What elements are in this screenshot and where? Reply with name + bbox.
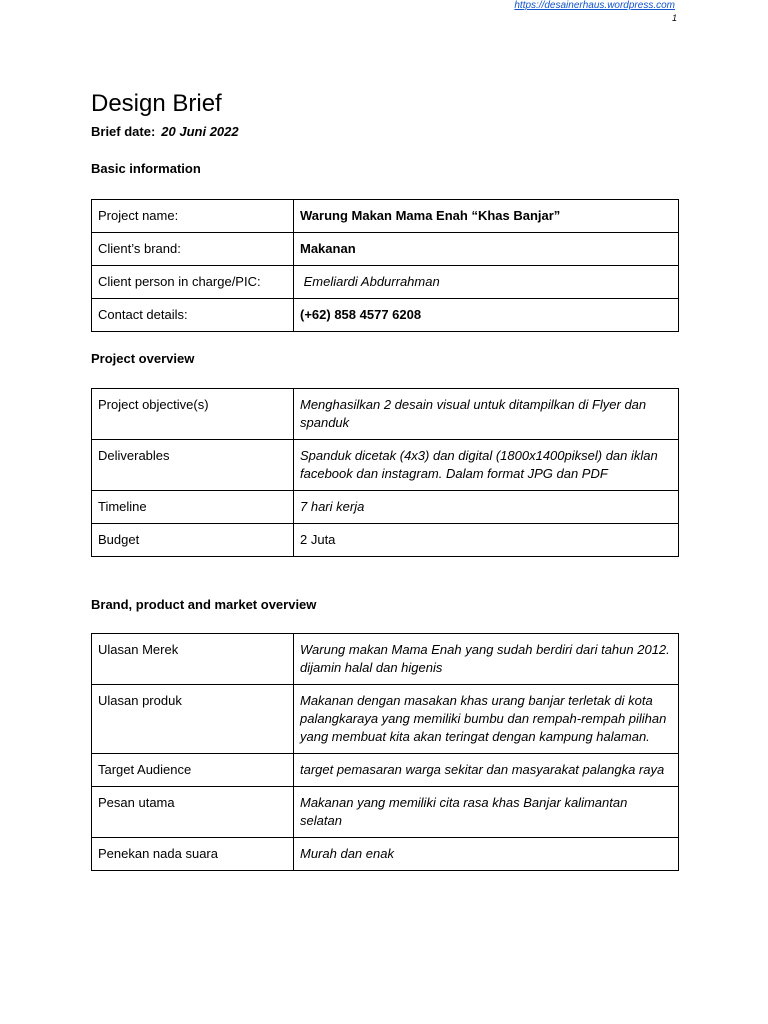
- table-cell-label: Penekan nada suara: [92, 838, 294, 871]
- basic-information-heading: Basic information: [91, 161, 201, 176]
- table-cell-label: Client’s brand:: [92, 233, 294, 266]
- table-cell-value: Makanan: [294, 233, 679, 266]
- table-cell-value: Makanan yang memiliki cita rasa khas Banjar kalimantan selatan: [294, 787, 679, 838]
- table-cell-label: Target Audience: [92, 754, 294, 787]
- table-cell-value: Menghasilkan 2 desain visual untuk ditampilkan di Flyer dan spanduk: [294, 389, 679, 440]
- brief-date: [91, 124, 239, 139]
- table-row: [92, 787, 679, 838]
- table-cell-value: (+62) 858 4577 6208: [294, 299, 679, 332]
- table-row: [92, 200, 679, 233]
- table-row: [92, 524, 679, 557]
- table-cell-label: Project objective(s): [92, 389, 294, 440]
- table-cell-value: Makanan dengan masakan khas urang banjar terletak di kota palangkaraya yang memiliki bumbu dan rempah-rempah pilihan yang membuat kita akan teringat dengan kampung halaman.: [294, 685, 679, 754]
- table-row: [92, 299, 679, 332]
- table-row: [92, 754, 679, 787]
- basic-information-table: [91, 199, 679, 332]
- table-cell-value: target pemasaran warga sekitar dan masyarakat palangka raya: [294, 754, 679, 787]
- table-row: [92, 685, 679, 754]
- brand-overview-table: [91, 633, 679, 871]
- table-cell-value: Spanduk dicetak (4x3) dan digital (1800x1400piksel) dan iklan facebook dan instagram. Dalam format JPG dan PDF: [294, 440, 679, 491]
- table-cell-value: 7 hari kerja: [294, 491, 679, 524]
- table-cell-label: Contact details:: [92, 299, 294, 332]
- project-overview-heading: Project overview: [91, 351, 195, 366]
- table-row: [92, 491, 679, 524]
- table-row: [92, 389, 679, 440]
- brief-date-label: Brief date:: [91, 124, 156, 139]
- table-cell-label: Timeline: [92, 491, 294, 524]
- table-cell-value: Warung Makan Mama Enah “Khas Banjar”: [294, 200, 679, 233]
- table-row: [92, 266, 679, 299]
- table-cell-value: Murah dan enak: [294, 838, 679, 871]
- document-title: Design Brief: [91, 90, 222, 117]
- table-cell-label: Client person in charge/PIC:: [92, 266, 294, 299]
- table-cell-value: Warung makan Mama Enah yang sudah berdiri dari tahun 2012. dijamin halal dan higenis: [294, 634, 679, 685]
- table-row: [92, 634, 679, 685]
- brand-overview-heading: Brand, product and market overview: [91, 597, 317, 612]
- table-cell-value: 2 Juta: [294, 524, 679, 557]
- table-row: [92, 440, 679, 491]
- table-cell-label: Pesan utama: [92, 787, 294, 838]
- table-row: [92, 838, 679, 871]
- table-row: [92, 233, 679, 266]
- table-cell-label: Ulasan produk: [92, 685, 294, 754]
- header-website-link[interactable]: https://desainerhaus.wordpress.com: [514, 0, 675, 11]
- project-overview-table: [91, 388, 679, 557]
- table-cell-label: Ulasan Merek: [92, 634, 294, 685]
- table-cell-label: Budget: [92, 524, 294, 557]
- table-cell-label: Deliverables: [92, 440, 294, 491]
- table-cell-value: Emeliardi Abdurrahman: [294, 266, 679, 299]
- brief-date-value: 20 Juni 2022: [161, 124, 239, 139]
- table-cell-label: Project name:: [92, 200, 294, 233]
- page-number: 1: [671, 13, 677, 23]
